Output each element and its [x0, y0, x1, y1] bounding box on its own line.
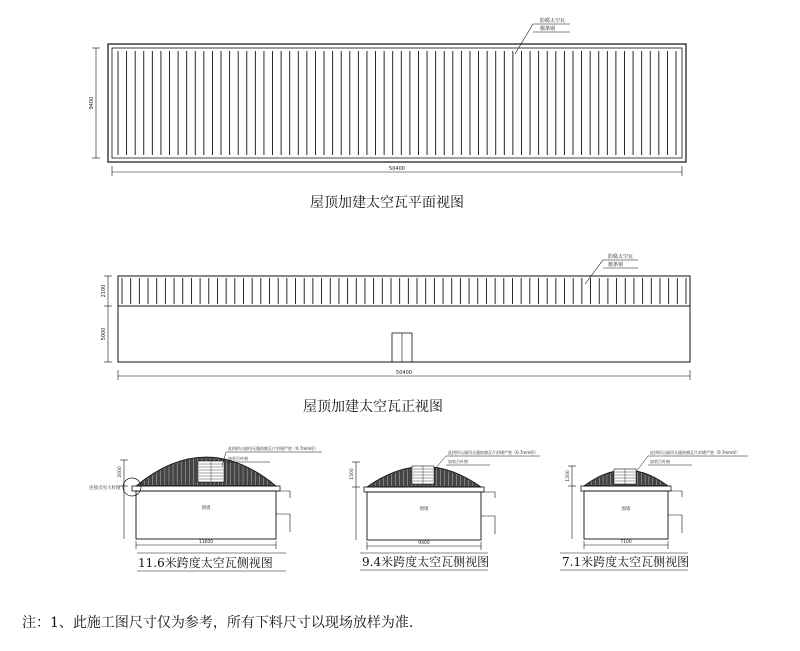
plan-view [89, 17, 686, 211]
side1-callout-1: 此拱形山墙用无缝防腐瓦片封堵严密（0.7mm厚） [228, 446, 319, 451]
front-callout-1: 防腐太空瓦 [608, 254, 634, 260]
front-callout-2: 檩条钢 [608, 262, 624, 268]
side2-dim-height: 1500 [350, 468, 355, 480]
plan-callout-1: 防腐太空瓦 [540, 18, 566, 24]
front-view [101, 253, 690, 415]
side1-detail-label: 连接点见大样图 [89, 486, 121, 491]
plan-view-title: 屋顶加建太空瓦平面视图 [310, 195, 464, 211]
side3-title: 7.1米跨度太空瓦侧视图 [562, 555, 690, 569]
side-view-11-6 [89, 445, 322, 571]
side1-wall-label: 围墙 [201, 506, 211, 511]
side2-beam [364, 487, 484, 492]
side2-callout-2: 加装百叶窗 [448, 459, 468, 464]
front-wall [118, 306, 690, 362]
side1-eave-right [276, 491, 290, 498]
side3-wall [584, 491, 668, 539]
side3-callout-1: 此拱形山墙用无缝防腐瓦片封堵严密（0.7mm厚） [650, 450, 741, 455]
side1-dim-height: 2000 [118, 466, 123, 478]
side-view-9-4 [349, 449, 540, 570]
construction-note: 注：1、此施工图尺寸仅为参考，所有下料尺寸以现场放样为准. [22, 615, 414, 631]
side3-step-right [668, 515, 682, 533]
side2-dim-width: 9400 [418, 541, 430, 546]
side3-callout-2: 加装百叶窗 [650, 459, 670, 464]
side1-callout-2: 加装百叶窗 [228, 456, 248, 461]
side3-callout-leader [636, 456, 648, 472]
front-roof-band [118, 276, 690, 306]
front-ribs [122, 278, 686, 304]
plan-dim-height: 9400 [89, 96, 95, 110]
side3-eave-right [668, 491, 682, 497]
plan-ribs [118, 51, 676, 155]
plan-inner-frame [112, 48, 682, 158]
side2-title: 9.4米跨度太空瓦侧视图 [362, 555, 490, 569]
plan-dim-width: 50400 [389, 166, 405, 172]
front-dim-width: 50400 [396, 370, 412, 376]
front-view-title: 屋顶加建太空瓦正视图 [303, 399, 443, 415]
side2-step-right [481, 516, 495, 534]
side2-callout-1: 此拱形山墙用无缝防腐瓦片封堵严密（0.7mm厚） [448, 450, 539, 455]
side1-wall [136, 491, 276, 539]
side1-dim-width: 11600 [198, 540, 214, 545]
side1-beam [132, 486, 280, 491]
side2-eave-right [481, 492, 495, 498]
side3-beam [581, 486, 671, 491]
front-dim-wall: 5000 [101, 327, 107, 341]
side3-dim-width: 7100 [620, 540, 632, 545]
side3-wall-label: 围墙 [621, 507, 631, 512]
plan-outer-frame [108, 44, 686, 162]
side1-title: 11.6米跨度太空瓦侧视图 [138, 556, 273, 570]
plan-callout-2: 檩条钢 [540, 26, 556, 32]
side-view-7-1 [560, 449, 748, 570]
front-dim-roof: 2100 [101, 284, 107, 298]
side2-wall [367, 492, 481, 540]
side2-wall-label: 围墙 [419, 507, 429, 512]
side1-step-right [276, 514, 290, 532]
side3-dim-height: 1200 [566, 470, 571, 482]
